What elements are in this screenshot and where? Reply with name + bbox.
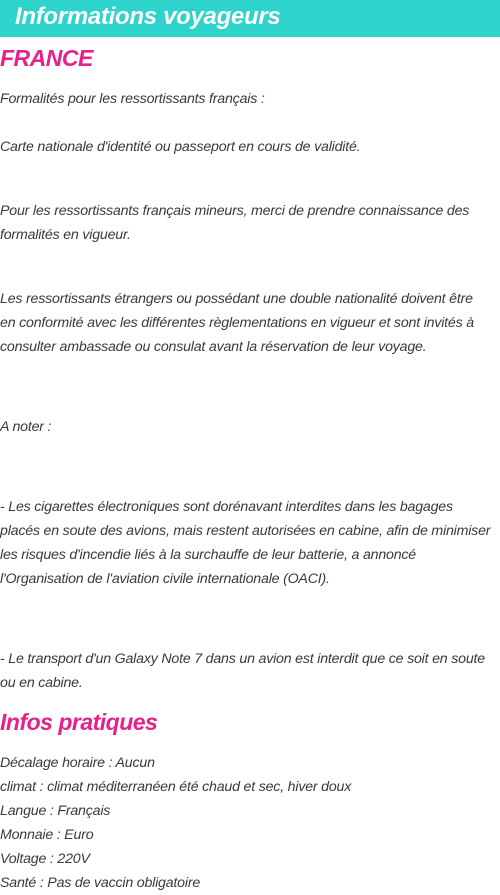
note-title-text: A noter : (0, 419, 52, 435)
note-cigarettes-line: - Les cigarettes électroniques sont dorénavant interdites dans les bagages (0, 499, 453, 515)
note-galaxy-line: ou en cabine. (0, 675, 83, 691)
minors-line: formalités en vigueur. (0, 227, 131, 243)
infos-pratiques-heading: Infos pratiques (0, 709, 158, 735)
foreigners-line: consulter ambassade ou consulat avant la réservation de leur voyage. (0, 339, 427, 355)
foreigners-line: en conformité avec les différentes règlementations en vigueur et sont invités à (0, 315, 474, 331)
note-cigarettes-line: placés en soute des avions, mais restent autorisées en cabine, afin de minimiser (0, 523, 491, 539)
minors-line: Pour les ressortissants français mineurs, merci de prendre connaissance des (0, 203, 470, 219)
info-item-sante: Santé : Pas de vaccin obligatoire (0, 875, 201, 891)
country-heading: FRANCE (0, 45, 93, 71)
foreigners-line: Les ressortissants étrangers ou possédant une double nationalité doivent être (0, 291, 473, 307)
note-cigarettes-line: les risques d'incendie liés à la surchauffe de leur batterie, a annoncé (0, 547, 416, 563)
info-item-decalage: Décalage horaire : Aucun (0, 755, 155, 771)
infos-pratiques-list (0, 751, 500, 895)
formalites-title-text: Formalités pour les ressortissants français : (0, 91, 265, 107)
identity-doc-text: Carte nationale d'identité ou passeport en cours de validité. (0, 139, 361, 155)
info-item-voltage: Voltage : 220V (0, 851, 90, 867)
formalites-title (0, 87, 500, 111)
minors-paragraph (0, 199, 500, 247)
info-item-monnaie: Monnaie : Euro (0, 827, 94, 843)
header-bar (0, 0, 500, 37)
identity-doc-paragraph (0, 135, 500, 159)
note-cigarettes-paragraph (0, 495, 500, 591)
note-title (0, 415, 500, 439)
page-title: Informations voyageurs (15, 3, 281, 30)
note-galaxy-line: - Le transport d'un Galaxy Note 7 dans un avion est interdit que ce soit en soute (0, 651, 485, 667)
note-galaxy-paragraph (0, 647, 500, 695)
info-item-langue: Langue : Français (0, 803, 111, 819)
info-item-climat: climat : climat méditerranéen été chaud et sec, hiver doux (0, 779, 352, 795)
note-cigarettes-line: l'Organisation de l'aviation civile internationale (OACI). (0, 571, 330, 587)
foreigners-paragraph (0, 287, 500, 359)
